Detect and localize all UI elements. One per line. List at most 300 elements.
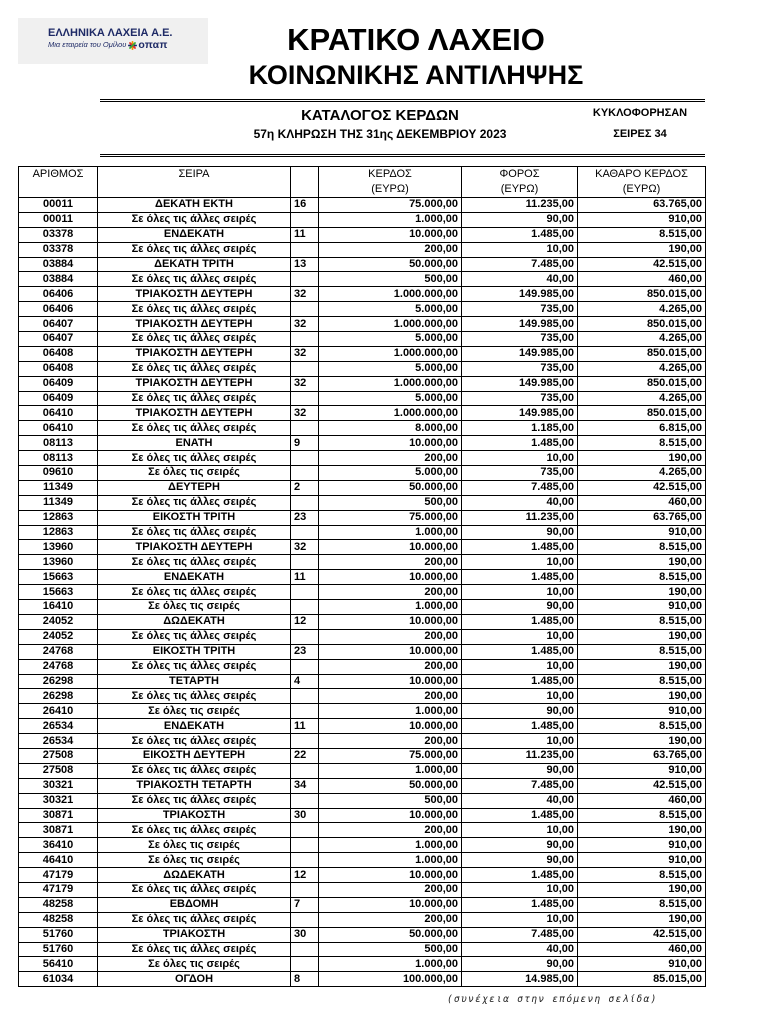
cell-series-no [291,242,319,257]
header-number-label: ΑΡΙΘΜΟΣ [32,168,84,180]
cell-series: Σε όλες τις άλλες σειρές [98,272,291,287]
cell-tax: 735,00 [462,332,578,347]
cell-number: 47179 [19,882,98,897]
cell-net: 63.765,00 [578,198,706,213]
logo-company-name: ΕΛΛΗΝΙΚΑ ΛΑΧΕΙΑ Α.Ε. [48,27,173,39]
cell-series-no [291,763,319,778]
cell-net: 910,00 [578,525,706,540]
table-row [19,927,706,942]
cell-prize: 200,00 [319,659,462,674]
header-series [98,167,291,198]
cell-tax: 90,00 [462,600,578,615]
cell-series-no [291,629,319,644]
cell-series: Σε όλες τις άλλες σειρές [98,882,291,897]
cell-tax: 1.185,00 [462,421,578,436]
table-row [19,346,706,361]
cell-series-no [291,555,319,570]
cell-net: 460,00 [578,495,706,510]
cell-net: 460,00 [578,793,706,808]
cell-number: 27508 [19,748,98,763]
table-row [19,540,706,555]
cell-tax: 149.985,00 [462,346,578,361]
table-row [19,734,706,749]
cell-tax: 10,00 [462,689,578,704]
table-row [19,525,706,540]
cell-series: ΔΩΔΕΚΑΤΗ [98,614,291,629]
cell-number: 24052 [19,629,98,644]
table-row [19,495,706,510]
cell-series-no [291,942,319,957]
cell-net: 4.265,00 [578,302,706,317]
cell-net: 8.515,00 [578,614,706,629]
cell-series-no: 23 [291,510,319,525]
cell-tax: 11.235,00 [462,198,578,213]
table-row [19,853,706,868]
cell-series: ΤΡΙΑΚΟΣΤΗ ΔΕΥΤΕΡΗ [98,317,291,332]
cell-number: 08113 [19,436,98,451]
cell-net: 850.015,00 [578,346,706,361]
cell-number: 06406 [19,287,98,302]
cell-tax: 10,00 [462,882,578,897]
cell-tax: 1.485,00 [462,897,578,912]
cell-net: 190,00 [578,823,706,838]
cell-tax: 40,00 [462,793,578,808]
cell-series: ΔΕΚΑΤΗ ΕΚΤΗ [98,198,291,213]
cell-series-no [291,361,319,376]
cell-series-no: 32 [291,287,319,302]
cell-number: 16410 [19,600,98,615]
cell-series: ΤΡΙΑΚΟΣΤΗ ΔΕΥΤΕΡΗ [98,406,291,421]
cell-series-no: 8 [291,972,319,987]
cell-prize: 5.000,00 [319,361,462,376]
table-row [19,629,706,644]
cell-series-no [291,957,319,972]
table-row [19,778,706,793]
cell-number: 03884 [19,272,98,287]
table-row [19,600,706,615]
prize-table-body [19,198,706,987]
cell-number: 36410 [19,838,98,853]
cell-series-no [291,302,319,317]
cell-tax: 1.485,00 [462,868,578,883]
cell-net: 850.015,00 [578,376,706,391]
cell-series: Σε όλες τις άλλες σειρές [98,763,291,778]
table-row [19,972,706,987]
cell-series: Σε όλες τις σειρές [98,600,291,615]
cell-number: 47179 [19,868,98,883]
cell-net: 190,00 [578,629,706,644]
cell-series: Σε όλες τις σειρές [98,704,291,719]
cell-net: 85.015,00 [578,972,706,987]
table-row [19,406,706,421]
cell-number: 12863 [19,510,98,525]
cell-series-no: 9 [291,436,319,451]
cell-tax: 14.985,00 [462,972,578,987]
table-row [19,466,706,481]
opap-star-icon [128,41,137,50]
cell-net: 910,00 [578,957,706,972]
cell-series-no: 32 [291,317,319,332]
cell-prize: 1.000,00 [319,853,462,868]
table-row [19,689,706,704]
cell-series-no: 32 [291,376,319,391]
cell-prize: 200,00 [319,823,462,838]
cell-series-no: 13 [291,257,319,272]
cell-tax: 10,00 [462,451,578,466]
cell-net: 910,00 [578,212,706,227]
cell-net: 190,00 [578,659,706,674]
cell-number: 15663 [19,570,98,585]
cell-prize: 50.000,00 [319,480,462,495]
cell-series: Σε όλες τις άλλες σειρές [98,912,291,927]
cell-number: 06406 [19,302,98,317]
cell-prize: 200,00 [319,242,462,257]
cell-number: 56410 [19,957,98,972]
table-row [19,242,706,257]
table-row [19,897,706,912]
cell-prize: 1.000,00 [319,704,462,719]
cell-series: ΤΡΙΑΚΟΣΤΗ ΔΕΥΤΕΡΗ [98,376,291,391]
cell-series: ΕΝΔΕΚΑΤΗ [98,719,291,734]
cell-series: ΤΡΙΑΚΟΣΤΗ ΤΕΤΑΡΤΗ [98,778,291,793]
table-row [19,480,706,495]
cell-series-no [291,793,319,808]
header-number [19,167,98,198]
table-row [19,763,706,778]
header-tax-title: ΦΟΡΟΣ [499,168,540,180]
cell-net: 4.265,00 [578,361,706,376]
table-row [19,376,706,391]
cell-net: 6.815,00 [578,421,706,436]
cell-net: 4.265,00 [578,332,706,347]
cell-series-no [291,912,319,927]
cell-series-no: 11 [291,227,319,242]
table-row [19,659,706,674]
cell-net: 190,00 [578,555,706,570]
table-row [19,272,706,287]
cell-tax: 1.485,00 [462,614,578,629]
cell-tax: 90,00 [462,853,578,868]
cell-series: Σε όλες τις άλλες σειρές [98,555,291,570]
cell-prize: 1.000,00 [319,838,462,853]
cell-prize: 10.000,00 [319,436,462,451]
cell-tax: 1.485,00 [462,540,578,555]
cell-prize: 10.000,00 [319,897,462,912]
cell-number: 03378 [19,227,98,242]
cell-net: 8.515,00 [578,227,706,242]
cell-tax: 1.485,00 [462,436,578,451]
circulation-label: ΚΥΚΛΟΦΟΡΗΣΑΝ [592,107,688,119]
cell-number: 51760 [19,927,98,942]
cell-prize: 1.000,00 [319,525,462,540]
cell-prize: 10.000,00 [319,808,462,823]
cell-number: 46410 [19,853,98,868]
table-row [19,451,706,466]
cell-net: 910,00 [578,763,706,778]
cell-prize: 10.000,00 [319,227,462,242]
cell-series: Σε όλες τις άλλες σειρές [98,823,291,838]
cell-series: ΕΝΔΕΚΑΤΗ [98,570,291,585]
cell-series-no: 7 [291,897,319,912]
cell-number: 24768 [19,659,98,674]
table-row [19,555,706,570]
cell-series-no: 23 [291,644,319,659]
table-row [19,421,706,436]
cell-tax: 149.985,00 [462,376,578,391]
cell-series-no: 30 [291,808,319,823]
cell-prize: 1.000.000,00 [319,406,462,421]
cell-net: 190,00 [578,585,706,600]
table-row [19,302,706,317]
cell-tax: 1.485,00 [462,808,578,823]
cell-prize: 1.000,00 [319,600,462,615]
cell-net: 8.515,00 [578,719,706,734]
cell-series-no [291,495,319,510]
cell-prize: 1.000.000,00 [319,317,462,332]
cell-prize: 50.000,00 [319,927,462,942]
cell-series-no: 12 [291,868,319,883]
cell-prize: 10.000,00 [319,570,462,585]
cell-tax: 1.485,00 [462,674,578,689]
cell-number: 26534 [19,734,98,749]
cell-series: ΤΡΙΑΚΟΣΤΗ ΔΕΥΤΕΡΗ [98,287,291,302]
cell-net: 8.515,00 [578,570,706,585]
cell-series-no [291,600,319,615]
table-row [19,198,706,213]
cell-prize: 5.000,00 [319,332,462,347]
cell-tax: 1.485,00 [462,644,578,659]
cell-series: ΟΓΔΟΗ [98,972,291,987]
cell-series: Σε όλες τις άλλες σειρές [98,451,291,466]
cell-prize: 200,00 [319,882,462,897]
cell-tax: 90,00 [462,525,578,540]
cell-prize: 200,00 [319,912,462,927]
divider-top [100,99,705,102]
table-row [19,227,706,242]
cell-number: 09610 [19,466,98,481]
cell-number: 11349 [19,480,98,495]
header-series-no [291,167,319,198]
table-row [19,704,706,719]
cell-net: 8.515,00 [578,897,706,912]
cell-number: 30321 [19,793,98,808]
cell-number: 30321 [19,778,98,793]
cell-prize: 50.000,00 [319,778,462,793]
cell-series: ΤΡΙΑΚΟΣΤΗ ΔΕΥΤΕΡΗ [98,540,291,555]
cell-series: ΕΙΚΟΣΤΗ ΤΡΙΤΗ [98,644,291,659]
cell-tax: 90,00 [462,763,578,778]
cell-net: 190,00 [578,451,706,466]
table-row [19,585,706,600]
cell-tax: 735,00 [462,391,578,406]
cell-tax: 10,00 [462,734,578,749]
cell-number: 24768 [19,644,98,659]
cell-series-no: 32 [291,540,319,555]
table-row [19,317,706,332]
cell-tax: 10,00 [462,629,578,644]
cell-net: 42.515,00 [578,778,706,793]
list-heading: ΚΑΤΑΛΟΓΟΣ ΚΕΡΔΩΝ [301,107,459,124]
cell-tax: 90,00 [462,212,578,227]
logo-tagline-text: Μια εταιρεία του Ομίλου [48,40,127,49]
cell-series-no [291,823,319,838]
cell-series-no [291,525,319,540]
cell-number: 51760 [19,942,98,957]
header-net-unit: (ΕΥΡΩ) [622,182,661,195]
cell-series: Σε όλες τις σειρές [98,853,291,868]
cell-series: Σε όλες τις άλλες σειρές [98,391,291,406]
cell-prize: 200,00 [319,689,462,704]
cell-prize: 10.000,00 [319,540,462,555]
cell-number: 08113 [19,451,98,466]
cell-series: ΔΕΥΤΕΡΗ [98,480,291,495]
cell-series-no: 11 [291,570,319,585]
header-tax-unit: (ΕΥΡΩ) [500,182,539,195]
circulation-series: ΣΕΙΡΕΣ 34 [613,128,667,140]
table-row [19,644,706,659]
cell-series: Σε όλες τις σειρές [98,466,291,481]
cell-series: Σε όλες τις άλλες σειρές [98,332,291,347]
cell-tax: 90,00 [462,957,578,972]
cell-series-no [291,659,319,674]
cell-net: 190,00 [578,882,706,897]
cell-series: Σε όλες τις άλλες σειρές [98,793,291,808]
cell-series: Σε όλες τις άλλες σειρές [98,629,291,644]
cell-prize: 500,00 [319,495,462,510]
header-tax [462,167,578,198]
table-row [19,868,706,883]
table-row [19,391,706,406]
cell-number: 03378 [19,242,98,257]
cell-prize: 1.000,00 [319,212,462,227]
page-title: ΚΡΑΤΙΚΟ ΛΑΧΕΙΟ [287,22,545,57]
cell-number: 06407 [19,332,98,347]
cell-number: 06410 [19,406,98,421]
cell-number: 24052 [19,614,98,629]
cell-number: 15663 [19,585,98,600]
cell-prize: 75.000,00 [319,510,462,525]
table-row [19,748,706,763]
cell-series-no: 34 [291,778,319,793]
cell-series: ΕΙΚΟΣΤΗ ΤΡΙΤΗ [98,510,291,525]
cell-tax: 7.485,00 [462,480,578,495]
cell-series: Σε όλες τις σειρές [98,838,291,853]
cell-prize: 200,00 [319,585,462,600]
cell-series: Σε όλες τις άλλες σειρές [98,495,291,510]
cell-series-no [291,466,319,481]
cell-tax: 1.485,00 [462,227,578,242]
cell-number: 06408 [19,346,98,361]
cell-number: 06407 [19,317,98,332]
cell-series: Σε όλες τις άλλες σειρές [98,689,291,704]
table-row [19,510,706,525]
cell-series: ΕΝΔΕΚΑΤΗ [98,227,291,242]
table-row [19,942,706,957]
cell-series-no: 16 [291,198,319,213]
cell-prize: 500,00 [319,942,462,957]
cell-series: Σε όλες τις σειρές [98,957,291,972]
table-header-row [19,167,706,198]
cell-number: 27508 [19,763,98,778]
table-row [19,332,706,347]
opap-logo [128,39,167,51]
cell-prize: 10.000,00 [319,614,462,629]
cell-series: ΔΩΔΕΚΑΤΗ [98,868,291,883]
cell-net: 4.265,00 [578,466,706,481]
cell-series-no: 32 [291,346,319,361]
table-row [19,957,706,972]
cell-number: 06409 [19,391,98,406]
cell-series: Σε όλες τις άλλες σειρές [98,659,291,674]
draw-info: 57η ΚΛΗΡΩΣΗ ΤΗΣ 31ης ΔΕΚΕΜΒΡΙΟΥ 2023 [253,127,507,141]
cell-tax: 7.485,00 [462,927,578,942]
cell-prize: 5.000,00 [319,302,462,317]
cell-series-no [291,882,319,897]
cell-net: 8.515,00 [578,540,706,555]
cell-tax: 10,00 [462,585,578,600]
cell-prize: 1.000,00 [319,957,462,972]
logo-tagline [48,39,168,51]
cell-number: 11349 [19,495,98,510]
cell-net: 910,00 [578,853,706,868]
cell-net: 190,00 [578,689,706,704]
cell-tax: 1.485,00 [462,570,578,585]
cell-series: Σε όλες τις άλλες σειρές [98,585,291,600]
cell-number: 13960 [19,555,98,570]
table-row [19,808,706,823]
cell-net: 190,00 [578,242,706,257]
cell-tax: 90,00 [462,704,578,719]
cell-prize: 1.000.000,00 [319,346,462,361]
cell-number: 26298 [19,689,98,704]
cell-tax: 40,00 [462,272,578,287]
cell-net: 8.515,00 [578,674,706,689]
cell-series-no [291,451,319,466]
cell-prize: 5.000,00 [319,466,462,481]
cell-net: 42.515,00 [578,257,706,272]
table-row [19,287,706,302]
cell-series: ΔΕΚΑΤΗ ΤΡΙΤΗ [98,257,291,272]
cell-net: 850.015,00 [578,406,706,421]
prize-table [18,166,706,987]
cell-series: Σε όλες τις άλλες σειρές [98,302,291,317]
cell-net: 190,00 [578,734,706,749]
cell-series-no: 2 [291,480,319,495]
cell-series: Σε όλες τις άλλες σειρές [98,525,291,540]
table-row [19,674,706,689]
cell-prize: 75.000,00 [319,748,462,763]
cell-prize: 8.000,00 [319,421,462,436]
cell-series: Σε όλες τις άλλες σειρές [98,734,291,749]
cell-series: ΤΡΙΑΚΟΣΤΗ [98,927,291,942]
cell-prize: 5.000,00 [319,391,462,406]
cell-number: 30871 [19,823,98,838]
cell-tax: 735,00 [462,361,578,376]
cell-tax: 149.985,00 [462,406,578,421]
cell-prize: 200,00 [319,629,462,644]
cell-prize: 75.000,00 [319,198,462,213]
cell-series-no [291,838,319,853]
table-row [19,823,706,838]
cell-net: 63.765,00 [578,748,706,763]
cell-series-no [291,212,319,227]
cell-net: 460,00 [578,942,706,957]
cell-net: 8.515,00 [578,644,706,659]
cell-number: 26298 [19,674,98,689]
cell-series-no [291,853,319,868]
divider-bottom [100,154,705,157]
cell-number: 26534 [19,719,98,734]
